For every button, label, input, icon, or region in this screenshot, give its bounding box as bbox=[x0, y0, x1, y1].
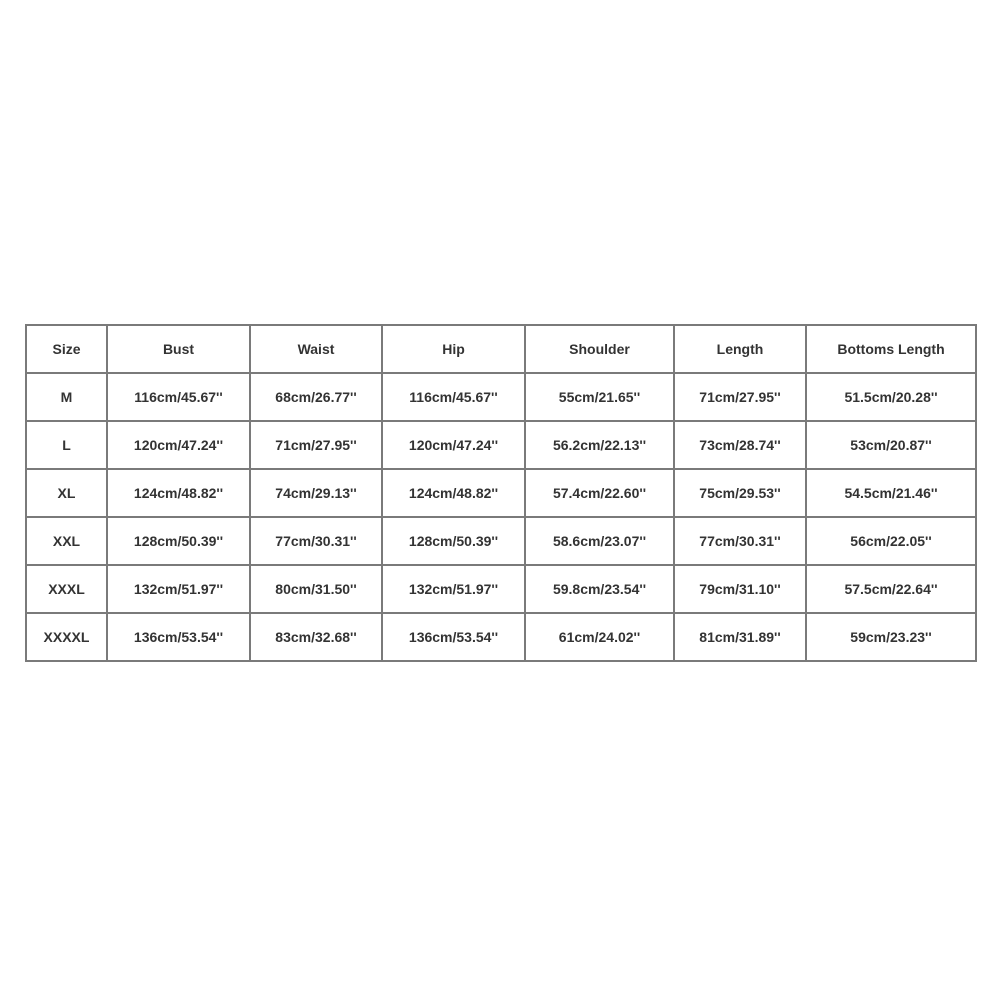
bust-cell: 120cm/47.24'' bbox=[107, 421, 250, 469]
header-length: Length bbox=[674, 325, 806, 373]
bottoms-length-cell: 56cm/22.05'' bbox=[806, 517, 976, 565]
header-hip: Hip bbox=[382, 325, 525, 373]
shoulder-cell: 55cm/21.65'' bbox=[525, 373, 674, 421]
size-cell: XL bbox=[26, 469, 107, 517]
waist-cell: 80cm/31.50'' bbox=[250, 565, 382, 613]
table-row bbox=[26, 421, 976, 469]
table-row bbox=[26, 373, 976, 421]
length-cell: 81cm/31.89'' bbox=[674, 613, 806, 661]
length-cell: 77cm/30.31'' bbox=[674, 517, 806, 565]
hip-cell: 120cm/47.24'' bbox=[382, 421, 525, 469]
shoulder-cell: 56.2cm/22.13'' bbox=[525, 421, 674, 469]
bust-cell: 124cm/48.82'' bbox=[107, 469, 250, 517]
header-bust: Bust bbox=[107, 325, 250, 373]
length-cell: 71cm/27.95'' bbox=[674, 373, 806, 421]
size-cell: XXL bbox=[26, 517, 107, 565]
hip-cell: 128cm/50.39'' bbox=[382, 517, 525, 565]
bottoms-length-cell: 51.5cm/20.28'' bbox=[806, 373, 976, 421]
bottoms-length-cell: 54.5cm/21.46'' bbox=[806, 469, 976, 517]
shoulder-cell: 58.6cm/23.07'' bbox=[525, 517, 674, 565]
length-cell: 79cm/31.10'' bbox=[674, 565, 806, 613]
length-cell: 75cm/29.53'' bbox=[674, 469, 806, 517]
waist-cell: 71cm/27.95'' bbox=[250, 421, 382, 469]
waist-cell: 83cm/32.68'' bbox=[250, 613, 382, 661]
shoulder-cell: 57.4cm/22.60'' bbox=[525, 469, 674, 517]
shoulder-cell: 59.8cm/23.54'' bbox=[525, 565, 674, 613]
table-row bbox=[26, 565, 976, 613]
size-cell: XXXL bbox=[26, 565, 107, 613]
bottoms-length-cell: 53cm/20.87'' bbox=[806, 421, 976, 469]
length-cell: 73cm/28.74'' bbox=[674, 421, 806, 469]
header-waist: Waist bbox=[250, 325, 382, 373]
waist-cell: 68cm/26.77'' bbox=[250, 373, 382, 421]
waist-cell: 74cm/29.13'' bbox=[250, 469, 382, 517]
table-row bbox=[26, 517, 976, 565]
table-row bbox=[26, 613, 976, 661]
waist-cell: 77cm/30.31'' bbox=[250, 517, 382, 565]
hip-cell: 124cm/48.82'' bbox=[382, 469, 525, 517]
hip-cell: 132cm/51.97'' bbox=[382, 565, 525, 613]
size-cell: XXXXL bbox=[26, 613, 107, 661]
shoulder-cell: 61cm/24.02'' bbox=[525, 613, 674, 661]
bust-cell: 136cm/53.54'' bbox=[107, 613, 250, 661]
size-cell: L bbox=[26, 421, 107, 469]
bottoms-length-cell: 59cm/23.23'' bbox=[806, 613, 976, 661]
size-chart-table bbox=[25, 324, 977, 662]
header-row bbox=[26, 325, 976, 373]
bust-cell: 132cm/51.97'' bbox=[107, 565, 250, 613]
header-shoulder: Shoulder bbox=[525, 325, 674, 373]
table-row bbox=[26, 469, 976, 517]
bottoms-length-cell: 57.5cm/22.64'' bbox=[806, 565, 976, 613]
bust-cell: 128cm/50.39'' bbox=[107, 517, 250, 565]
hip-cell: 136cm/53.54'' bbox=[382, 613, 525, 661]
header-bottoms-length: Bottoms Length bbox=[806, 325, 976, 373]
header-size: Size bbox=[26, 325, 107, 373]
hip-cell: 116cm/45.67'' bbox=[382, 373, 525, 421]
bust-cell: 116cm/45.67'' bbox=[107, 373, 250, 421]
size-cell: M bbox=[26, 373, 107, 421]
